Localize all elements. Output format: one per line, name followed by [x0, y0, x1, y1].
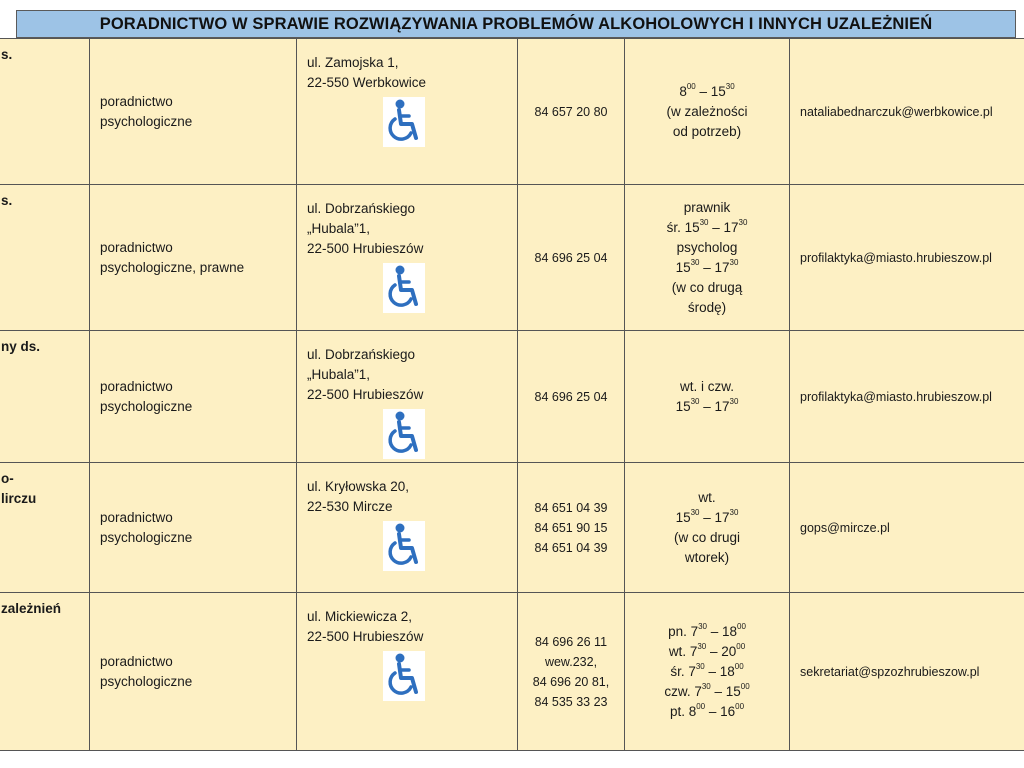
- hours-line: [625, 258, 789, 278]
- hours-cell: [625, 39, 790, 185]
- address-cell: [297, 185, 518, 331]
- institution-name: [1, 599, 97, 619]
- hours-minutes: 30: [725, 82, 735, 91]
- email-cell: [790, 593, 1024, 751]
- hours-line: [625, 298, 789, 318]
- address-line: 22-500 Hrubieszów: [307, 241, 424, 256]
- table-row: [0, 39, 1024, 185]
- hours-text: – 15: [710, 683, 741, 699]
- hours-line: [625, 682, 789, 702]
- hours-minutes: 00: [686, 82, 696, 91]
- service-type-cell: [90, 593, 297, 751]
- phone-line: 84 696 20 81,: [532, 674, 610, 689]
- address-line: ul. Dobrzańskiego: [307, 347, 416, 362]
- hours-line: [625, 238, 789, 258]
- hours-minutes: 30: [690, 508, 700, 517]
- hours-text: od potrzeb): [672, 123, 742, 139]
- hours-minutes: 30: [699, 218, 709, 227]
- institution-line: lirczu: [1, 491, 37, 506]
- phone-line: 84 657 20 80: [534, 104, 608, 119]
- hours-line: [625, 548, 789, 568]
- hours-text: 15: [675, 509, 691, 525]
- hours-line: [625, 377, 789, 397]
- page-title: PORADNICTWO W SPRAWIE ROZWIĄZYWANIA PROBLEMÓW ALKOHOLOWYCH I INNYCH UZALEŻNIEŃ: [16, 10, 1016, 38]
- institution-name: [1, 45, 97, 65]
- email-address[interactable]: nataliabednarczuk@werbkowice.pl: [800, 104, 993, 119]
- wheelchair-icon: [383, 263, 425, 313]
- hours-text: – 15: [695, 83, 726, 99]
- hours-minutes: 00: [737, 622, 746, 631]
- hours-text: 15: [675, 259, 691, 275]
- phone-line: wew.232,: [544, 654, 598, 669]
- hours-line: [625, 218, 789, 238]
- address-line: ul. Kryłowska 20,: [307, 479, 410, 494]
- institution-cell: [0, 39, 90, 185]
- hours-line: [625, 528, 789, 548]
- hours-text: – 17: [699, 398, 730, 414]
- wheelchair-icon: [383, 651, 425, 701]
- hours-line: [625, 508, 789, 528]
- email-cell: [790, 185, 1024, 331]
- phone-line: 84 535 33 23: [534, 694, 608, 709]
- hours-text: (w zależności: [666, 103, 748, 119]
- email-address[interactable]: gops@mircze.pl: [800, 520, 890, 535]
- hours-text: śr. 15: [666, 219, 700, 235]
- email-address[interactable]: profilaktyka@miasto.hrubieszow.pl: [800, 389, 992, 404]
- service-type-line: poradnictwo: [100, 509, 173, 525]
- hours-text: wtorek): [684, 549, 730, 565]
- phone-line: 84 651 04 39: [534, 540, 608, 555]
- hours-text: – 17: [708, 219, 739, 235]
- hours-text: wt. i czw.: [679, 378, 734, 394]
- institution-line: o-: [1, 471, 14, 486]
- hours-cell: [625, 331, 790, 463]
- address-line: 22-530 Mircze: [307, 499, 393, 514]
- address-line: 22-550 Werbkowice: [307, 75, 427, 90]
- hours-minutes: 30: [697, 642, 707, 651]
- hours-text: śr. 7: [670, 663, 696, 679]
- hours-text: – 20: [706, 643, 737, 659]
- email-address[interactable]: sekretariat@spzozhrubieszow.pl: [800, 664, 980, 679]
- phone-line: 84 696 25 04: [534, 389, 608, 404]
- hours-text: (w co drugą: [671, 279, 743, 295]
- institution-cell: [0, 463, 90, 593]
- hours-minutes: 00: [740, 682, 750, 691]
- institution-line: s.: [1, 47, 13, 62]
- address-line: 22-500 Hrubieszów: [307, 387, 424, 402]
- hours-line: [625, 702, 789, 722]
- hours-minutes: 30: [695, 662, 705, 671]
- phone-cell: [518, 593, 625, 751]
- address-line: „Hubala”1,: [307, 367, 371, 382]
- hours-minutes: 00: [736, 642, 746, 651]
- service-type-line: psychologiczne: [100, 398, 193, 414]
- address-cell: [297, 331, 518, 463]
- wheelchair-icon: [383, 97, 425, 147]
- email-cell: [790, 39, 1024, 185]
- service-type-line: psychologiczne, prawne: [100, 259, 245, 275]
- service-type-cell: [90, 331, 297, 463]
- hours-line: [625, 122, 789, 142]
- phone-cell: [518, 185, 625, 331]
- institution-line: zależnień: [1, 601, 62, 616]
- phone-cell: [518, 331, 625, 463]
- hours-minutes: 30: [738, 218, 748, 227]
- address-line: 22-500 Hrubieszów: [307, 629, 424, 644]
- wheelchair-icon: [383, 409, 425, 459]
- table-row: [0, 463, 1024, 593]
- hours-minutes: 30: [690, 397, 700, 406]
- document-sheet: [0, 10, 1024, 751]
- hours-text: środę): [687, 299, 727, 315]
- hours-text: 15: [675, 398, 691, 414]
- address-cell: [297, 463, 518, 593]
- hours-text: (w co drugi: [673, 529, 741, 545]
- email-cell: [790, 463, 1024, 593]
- address-line: ul. Dobrzańskiego: [307, 201, 416, 216]
- hours-cell: [625, 463, 790, 593]
- institution-cell: [0, 185, 90, 331]
- institution-line: s.: [1, 193, 13, 208]
- service-type-line: psychologiczne: [100, 673, 193, 689]
- hours-line: [625, 662, 789, 682]
- counseling-table: [0, 38, 1024, 751]
- phone-line: 84 651 04 39: [534, 500, 608, 515]
- hours-text: – 16: [705, 703, 736, 719]
- phone-line: 84 651 90 15: [534, 520, 608, 535]
- service-type-cell: [90, 185, 297, 331]
- hours-minutes: 30: [698, 622, 707, 631]
- phone-line: 84 696 26 11: [534, 634, 608, 649]
- hours-text: wt. 7: [668, 643, 698, 659]
- institution-name: [1, 337, 97, 357]
- hours-line: [625, 82, 789, 102]
- hours-line: [625, 488, 789, 508]
- hours-text: pn. 7: [668, 623, 699, 639]
- hours-text: wt.: [698, 489, 716, 505]
- hours-text: – 17: [699, 259, 730, 275]
- phone-line: 84 696 25 04: [534, 250, 608, 265]
- hours-text: 8: [679, 83, 687, 99]
- hours-minutes: 00: [734, 662, 744, 671]
- address-line: ul. Mickiewicza 2,: [307, 609, 413, 624]
- service-type-line: psychologiczne: [100, 113, 193, 129]
- service-type-cell: [90, 463, 297, 593]
- hours-text: pt. 8: [669, 703, 697, 719]
- hours-line: [625, 102, 789, 122]
- hours-line: [625, 622, 789, 642]
- hours-line: [625, 397, 789, 417]
- address-line: ul. Zamojska 1,: [307, 55, 399, 70]
- hours-text: prawnik: [683, 199, 731, 215]
- service-type-line: psychologiczne: [100, 529, 193, 545]
- phone-cell: [518, 463, 625, 593]
- hours-text: – 18: [707, 623, 738, 639]
- hours-minutes: 30: [729, 397, 739, 406]
- hours-line: [625, 278, 789, 298]
- hours-minutes: 00: [735, 702, 745, 711]
- hours-minutes: 30: [729, 508, 739, 517]
- email-cell: [790, 331, 1024, 463]
- hours-text: – 18: [704, 663, 735, 679]
- service-type-line: poradnictwo: [100, 378, 173, 394]
- service-type-line: poradnictwo: [100, 93, 173, 109]
- hours-line: [625, 198, 789, 218]
- institution-cell: [0, 593, 90, 751]
- phone-cell: [518, 39, 625, 185]
- hours-minutes: 00: [696, 702, 706, 711]
- hours-cell: [625, 593, 790, 751]
- address-line: „Hubala”1,: [307, 221, 371, 236]
- hours-cell: [625, 185, 790, 331]
- hours-minutes: 30: [729, 258, 739, 267]
- wheelchair-icon: [383, 521, 425, 571]
- service-type-line: poradnictwo: [100, 239, 173, 255]
- hours-minutes: 30: [690, 258, 700, 267]
- email-address[interactable]: profilaktyka@miasto.hrubieszow.pl: [800, 250, 992, 265]
- service-type-line: poradnictwo: [100, 653, 173, 669]
- institution-cell: [0, 331, 90, 463]
- institution-line: ny ds.: [1, 339, 41, 354]
- address-cell: [297, 593, 518, 751]
- hours-text: – 17: [699, 509, 730, 525]
- table-row: [0, 331, 1024, 463]
- table-body: [0, 39, 1024, 751]
- institution-name: [1, 469, 97, 509]
- service-type-cell: [90, 39, 297, 185]
- hours-line: [625, 642, 789, 662]
- table-row: [0, 593, 1024, 751]
- table-row: [0, 185, 1024, 331]
- hours-text: czw. 7: [664, 683, 702, 699]
- hours-minutes: 30: [701, 682, 711, 691]
- address-cell: [297, 39, 518, 185]
- institution-name: [1, 191, 97, 211]
- hours-text: psycholog: [676, 239, 738, 255]
